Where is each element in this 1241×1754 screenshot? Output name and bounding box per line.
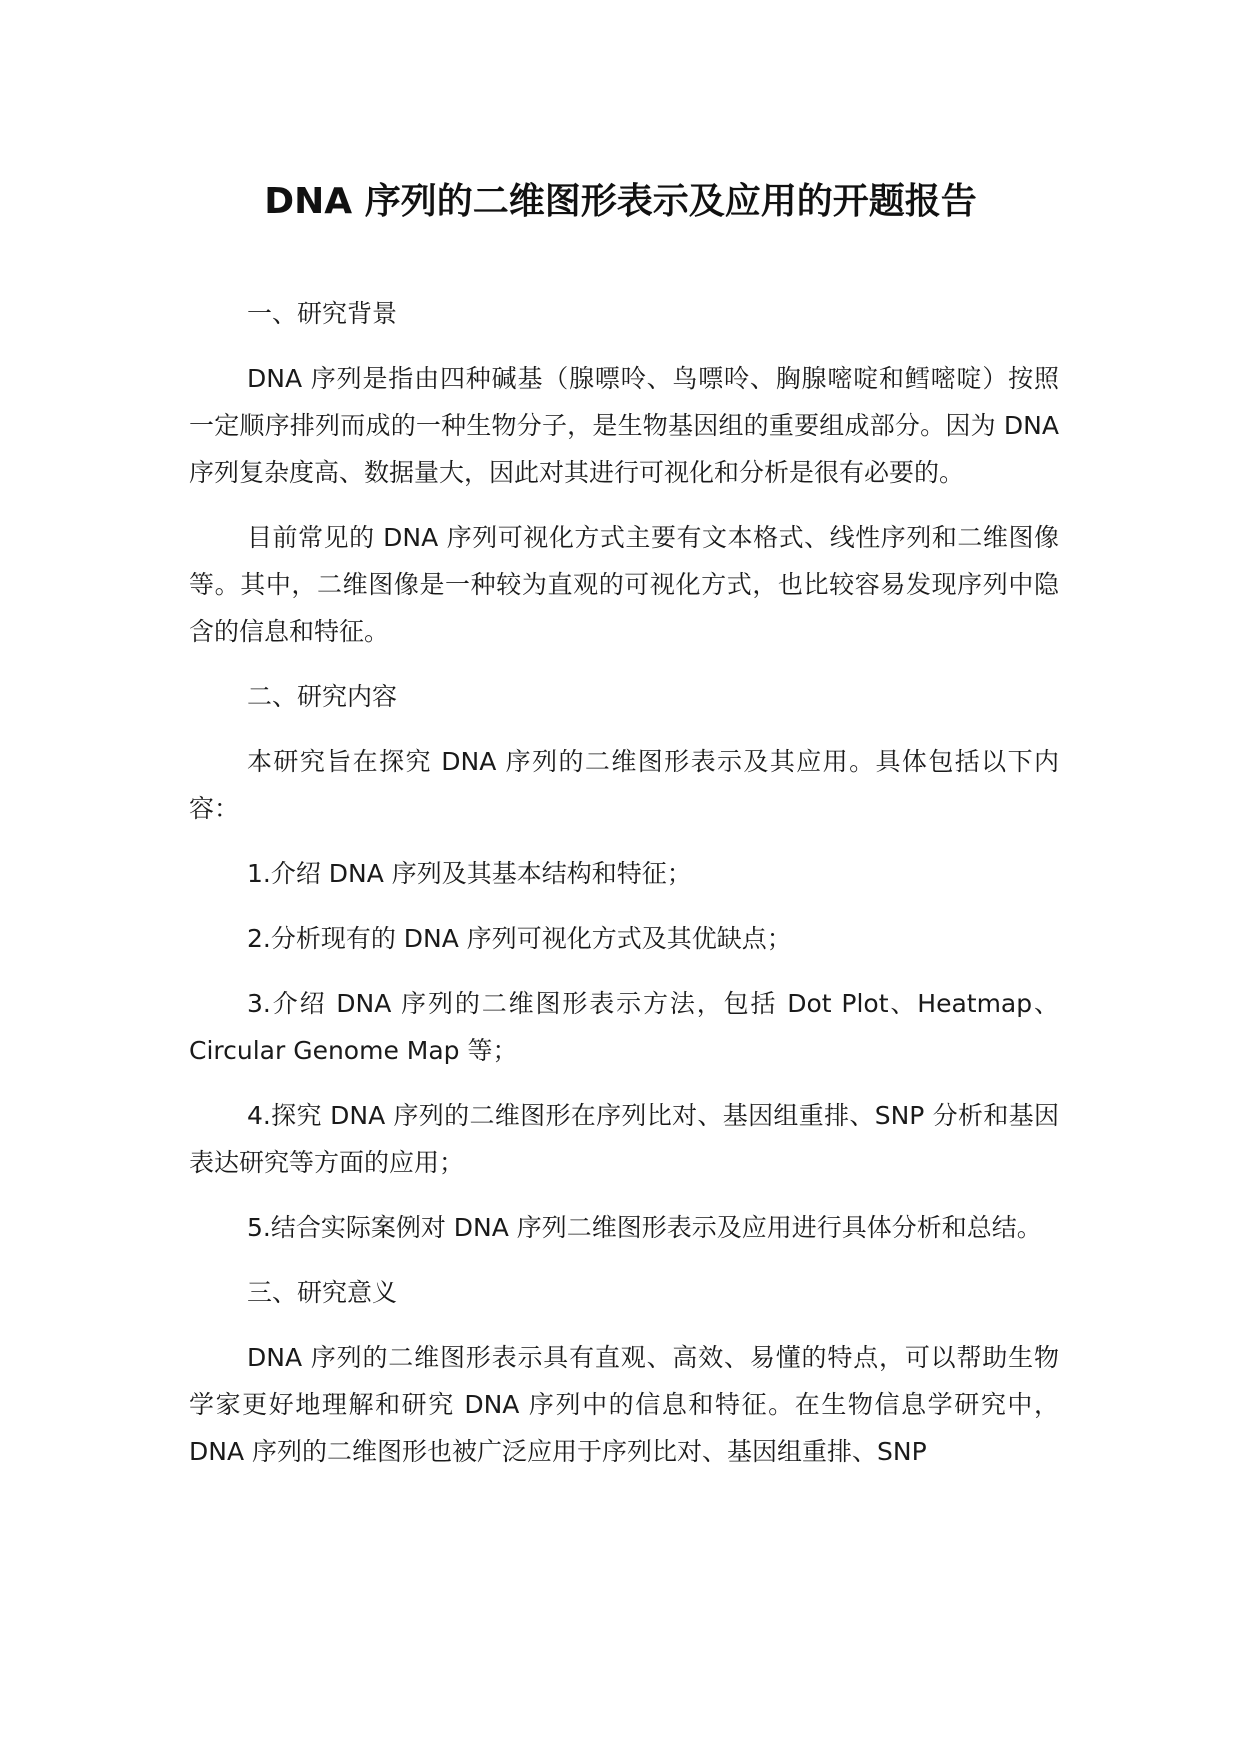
document-body (189, 290, 1059, 1493)
paragraph-research-aim: 本研究旨在探究 DNA 序列的二维图形表示及其应用。具体包括以下内容： (189, 747, 1059, 823)
paragraph-significance: DNA 序列的二维图形表示具有直观、高效、易懂的特点，可以帮助生物学家更好地理解和研究 DNA 序列中的信息和特征。在生物信息学研究中，DNA 序列的二维图形也被广泛应用于序列比对、基因组重排、SNP (189, 1343, 1059, 1466)
list-item: 5.结合实际案例对 DNA 序列二维图形表示及应用进行具体分析和总结。 (247, 1213, 1042, 1242)
section-heading-content: 二、研究内容 (247, 682, 398, 711)
paragraph-visualization-methods: 目前常见的 DNA 序列可视化方式主要有文本格式、线性序列和二维图像等。其中，二维图像是一种较为直观的可视化方式，也比较容易发现序列中隐含的信息和特征。 (189, 523, 1059, 646)
list-item: 1.介绍 DNA 序列及其基本结构和特征； (247, 859, 692, 888)
list-item: 4.探究 DNA 序列的二维图形在序列比对、基因组重排、SNP 分析和基因表达研究等方面的应用； (189, 1101, 1059, 1177)
document-title: DNA 序列的二维图形表示及应用的开题报告 (264, 181, 977, 222)
list-item: 3.介绍 DNA 序列的二维图形表示方法，包括 Dot Plot、Heatmap、Circular Genome Map 等； (189, 989, 1059, 1065)
list-item: 2.分析现有的 DNA 序列可视化方式及其优缺点； (247, 924, 792, 953)
section-heading-background: 一、研究背景 (247, 299, 398, 328)
paragraph-dna-definition: DNA 序列是指由四种碱基（腺嘌呤、鸟嘌呤、胸腺嘧啶和鳕嘧啶）按照一定顺序排列而成的一种生物分子，是生物基因组的重要组成部分。因为 DNA 序列复杂度高、数据量大，因此对其进行可视化和分析是很有必要的。 (189, 364, 1059, 487)
section-heading-significance: 三、研究意义 (247, 1278, 398, 1307)
